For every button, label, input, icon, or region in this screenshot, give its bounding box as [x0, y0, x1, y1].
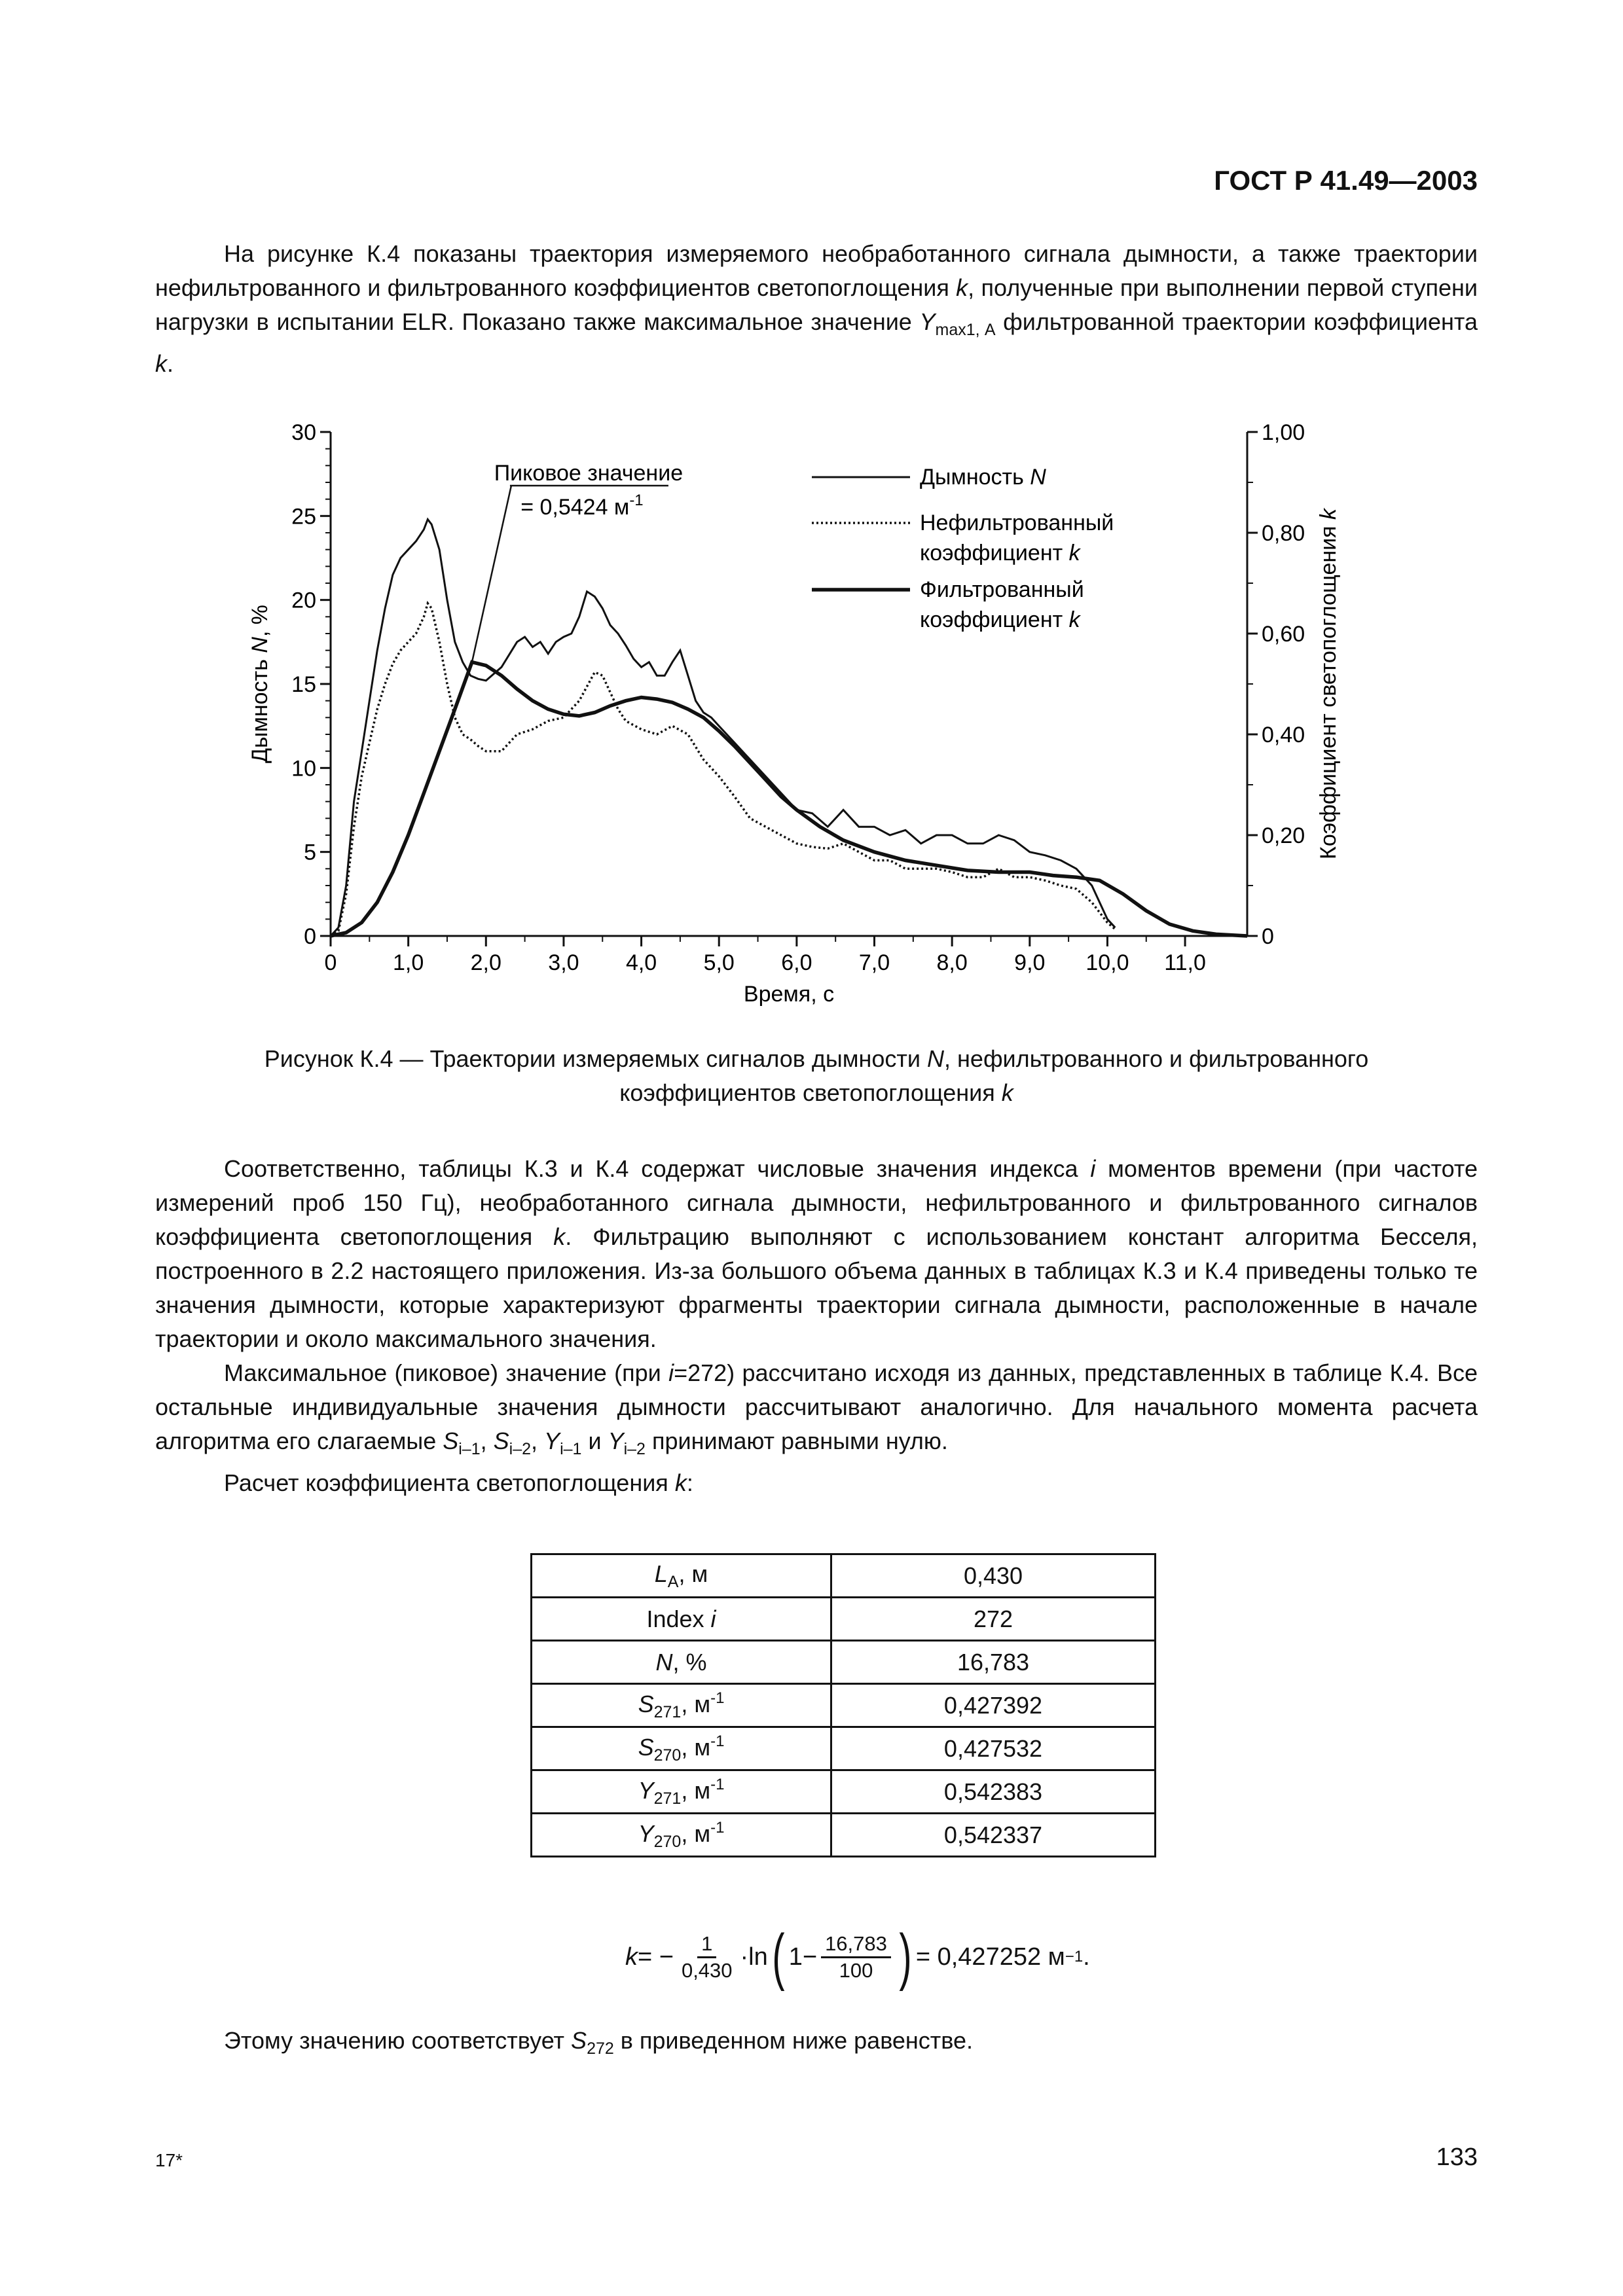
- p3-text-a: Расчет коэффициента светопоглощения: [224, 1469, 675, 1496]
- x-tick-label: 10,0: [1085, 950, 1129, 975]
- y-left-tick-label: 30: [291, 420, 316, 445]
- legend-label: Фильтрованный: [920, 577, 1084, 602]
- fraction-2: [821, 1931, 891, 1983]
- footer-left: 17*: [155, 2150, 183, 2170]
- p1-text-b: моментов времени (при частоте измерений проб 150 Гц), необработанного сигнала дымности, нефильтрованного и фильтрованного сигналов коэффициента светопоглощения: [155, 1155, 1478, 1250]
- caption-k: k: [1001, 1079, 1013, 1106]
- intro-text-3: фильтрованной траектории коэффициента: [995, 308, 1478, 335]
- y-right-tick-label: 0,40: [1262, 723, 1305, 747]
- x-tick-label: 8,0: [936, 950, 968, 975]
- y-left-tick-label: 0: [304, 924, 316, 949]
- calc-table: [530, 1553, 1156, 1857]
- param-unit: , м: [681, 1820, 711, 1847]
- table-row: [532, 1684, 1156, 1727]
- param-unit: , м: [678, 1560, 708, 1587]
- table-row: [532, 1814, 1156, 1857]
- x-tick-label: 11,0: [1164, 950, 1206, 975]
- document-header: ГОСТ Р 41.49—2003: [1214, 165, 1478, 196]
- p2-y-sub-2: i–2: [623, 1440, 646, 1458]
- p2-text-c: принимают равными нулю.: [645, 1427, 948, 1454]
- table-cell-value: 16,783: [831, 1641, 1156, 1684]
- y-right-tick-label: 1,00: [1262, 420, 1305, 445]
- smoke-chart: [236, 399, 1349, 1021]
- table-row: [532, 1598, 1156, 1641]
- formula-k: k: [625, 1943, 638, 1971]
- y-right-tick-label: 0,80: [1262, 521, 1305, 546]
- series-line-dotted: [331, 603, 1115, 936]
- caption-text-2: , нефильтрованного и фильтрованного: [944, 1045, 1369, 1072]
- intro-text-4: .: [167, 350, 174, 377]
- p1-i: i: [1090, 1155, 1096, 1182]
- y-right-tick-label: 0: [1262, 924, 1274, 949]
- param-unit: , %: [672, 1648, 707, 1676]
- table-row: [532, 1554, 1156, 1598]
- intro-text-2: , полученные при выполнении первой ступени нагрузки в испытании ELR. Показано также максимальное значение: [155, 274, 1478, 335]
- p2-and: и: [581, 1427, 608, 1454]
- p2-sep-1: ,: [480, 1427, 494, 1454]
- intro-paragraph: [155, 237, 1478, 381]
- caption-line-2: коэффициентов светопоглощения: [619, 1079, 1002, 1106]
- table-row: [532, 1641, 1156, 1684]
- intro-k: k: [956, 274, 968, 301]
- y-left-tick-label: 25: [291, 504, 316, 529]
- x-tick-label: 4,0: [625, 950, 657, 975]
- table-row: [532, 1770, 1156, 1814]
- series-line-solid-thick: [331, 662, 1247, 936]
- table-cell-value: 0,427392: [831, 1684, 1156, 1727]
- x-tick-label: 7,0: [858, 950, 890, 975]
- y-left-tick-label: 15: [291, 672, 316, 697]
- closing-s-sub: 272: [587, 2039, 614, 2058]
- param-var: Y: [638, 1776, 654, 1804]
- param-sup: -1: [710, 1732, 725, 1750]
- param-unit: , м: [681, 1733, 711, 1761]
- table-cell-param: [532, 1554, 831, 1598]
- param-sub: 270: [653, 1832, 682, 1851]
- param-var: L: [654, 1560, 668, 1587]
- y-left-axis-title: Дымность N, %: [247, 605, 272, 763]
- x-tick-label: 9,0: [1014, 950, 1046, 975]
- p2-y-sub-1: i–1: [560, 1440, 582, 1458]
- table-cell-param: [532, 1641, 831, 1684]
- legend-label: Дымность N: [920, 465, 1046, 490]
- param-var: N: [655, 1648, 673, 1676]
- table-cell-param: [532, 1598, 831, 1641]
- fraction-2-den: 100: [839, 1958, 873, 1982]
- y-left-tick-label: 5: [304, 840, 316, 865]
- param-sub: A: [667, 1572, 679, 1591]
- table-cell-value: 0,542383: [831, 1770, 1156, 1814]
- y-right-tick-label: 0,20: [1262, 823, 1305, 848]
- x-tick-label: 6,0: [781, 950, 812, 975]
- table-cell-value: 0,430: [831, 1554, 1156, 1598]
- table-cell-param: [532, 1684, 831, 1727]
- formula-sup: −1: [1065, 1948, 1084, 1965]
- fraction-1: [678, 1931, 737, 1983]
- figure-caption: [155, 1042, 1478, 1110]
- intro-text-1: На рисунке К.4 показаны траектория измеряемого необработанного сигнала дымности, а также траектории нефильтрованного и фильтрованного коэффициентов светопоглощения: [155, 240, 1478, 301]
- p2-y-2: Y: [608, 1427, 624, 1454]
- annotation-line-1: Пиковое значение: [494, 461, 684, 486]
- p2-text-b: =272) рассчитано исходя из данных, представленных в таблице К.4. Все остальные индивидуальные значения дымности рассчитывают аналогично. Для начального момента расчета алгоритма его слагаемые: [155, 1359, 1478, 1454]
- param-i: i: [710, 1605, 716, 1632]
- x-tick-label: 3,0: [548, 950, 579, 975]
- paren-close: ): [899, 1922, 912, 1992]
- param-unit: , м: [681, 1776, 711, 1804]
- page-number: 133: [1436, 2144, 1478, 2171]
- paragraph-2: [155, 1356, 1478, 1466]
- table-cell-param: [532, 1727, 831, 1770]
- table-cell-value: 272: [831, 1598, 1156, 1641]
- caption-n: N: [927, 1045, 945, 1072]
- param-unit: , м: [681, 1690, 711, 1717]
- p2-i: i: [668, 1359, 674, 1386]
- table-cell-value: 0,542337: [831, 1814, 1156, 1857]
- closing-paragraph: [155, 2024, 1478, 2066]
- p2-s-2: S: [493, 1427, 509, 1454]
- x-tick-label: 0: [324, 950, 337, 975]
- param-var: S: [638, 1690, 654, 1717]
- param-sub: 271: [653, 1789, 682, 1808]
- p2-sep-2: ,: [531, 1427, 545, 1454]
- formula-eq: = −: [638, 1943, 674, 1971]
- param-sub: 270: [653, 1746, 682, 1765]
- y-left-tick-label: 20: [291, 588, 316, 613]
- table-cell-value: 0,427532: [831, 1727, 1156, 1770]
- formula-end: .: [1083, 1943, 1090, 1971]
- p2-y: Y: [544, 1427, 560, 1454]
- k-formula: [625, 1922, 1090, 1992]
- formula-one-minus: 1−: [788, 1943, 818, 1971]
- legend-label-line-2: коэффициент k: [920, 607, 1080, 632]
- p2-s-sub-2: i–2: [509, 1440, 532, 1458]
- annotation-pointer: [472, 486, 511, 662]
- param-label: Index: [646, 1605, 711, 1632]
- table-cell-param: [532, 1770, 831, 1814]
- paragraph-1: [155, 1152, 1478, 1356]
- table-row: [532, 1727, 1156, 1770]
- paren-open: (: [772, 1922, 785, 1992]
- formula-ln: ·ln: [740, 1943, 768, 1971]
- closing-text-a: Этому значению соответствует: [224, 2027, 572, 2054]
- paragraph-3: [155, 1466, 1478, 1500]
- table-cell-param: [532, 1814, 831, 1857]
- param-sup: -1: [710, 1775, 725, 1793]
- y-right-tick-label: 0,60: [1262, 622, 1305, 647]
- annotation-line-2: = 0,5424 $м^{-1}$: [520, 492, 644, 520]
- legend-label-line-2: коэффициент k: [920, 541, 1080, 565]
- y-left-tick-label: 10: [291, 756, 316, 781]
- p1-text-c: . Фильтрацию выполняют с использованием констант алгоритма Бесселя, построенного в 2.2 настоящего приложения. Из-за большого объема данных в таблицах К.3 и К.4 приведены только те значения дымности, которые характеризуют фрагменты траектории сигнала дымности, расположенные в начале траектории и около максимального значения.: [155, 1223, 1478, 1352]
- p3-text-b: :: [686, 1469, 693, 1496]
- param-var: S: [638, 1733, 654, 1761]
- x-tick-label: 1,0: [393, 950, 424, 975]
- p1-text-a: Соответственно, таблицы К.3 и К.4 содержат числовые значения индекса: [224, 1155, 1091, 1182]
- legend-label: Нефильтрованный: [920, 511, 1114, 535]
- intro-ymax-sub: max1, A: [935, 321, 996, 339]
- body-text: [155, 1152, 1478, 1500]
- fraction-2-num: 16,783: [821, 1931, 891, 1958]
- param-var: Y: [638, 1820, 654, 1847]
- closing-text-b: в приведенном ниже равенстве.: [613, 2027, 974, 2054]
- intro-k-2: k: [155, 350, 167, 377]
- param-sub: 271: [653, 1702, 682, 1721]
- intro-ymax: Y: [919, 308, 936, 335]
- y-right-axis-title: Коэффициент светопоглощения k: [1316, 509, 1341, 859]
- param-sup: -1: [710, 1689, 725, 1707]
- p1-k: k: [553, 1223, 566, 1250]
- p2-s: S: [443, 1427, 459, 1454]
- p2-s-sub-1: i–1: [458, 1440, 481, 1458]
- p2-text-a: Максимальное (пиковое) значение (при: [224, 1359, 669, 1386]
- x-axis-title: Время, с: [743, 982, 835, 1007]
- closing-s: S: [571, 2027, 587, 2054]
- x-tick-label: 2,0: [470, 950, 501, 975]
- param-sup: -1: [710, 1818, 725, 1837]
- x-tick-label: 5,0: [703, 950, 735, 975]
- p3-k: k: [674, 1469, 687, 1496]
- fraction-1-num: 1: [697, 1931, 716, 1958]
- formula-result: = 0,427252 м: [915, 1943, 1065, 1971]
- caption-text-1: Рисунок К.4 — Траектории измеряемых сигналов дымности: [264, 1045, 928, 1072]
- fraction-1-den: 0,430: [681, 1958, 733, 1982]
